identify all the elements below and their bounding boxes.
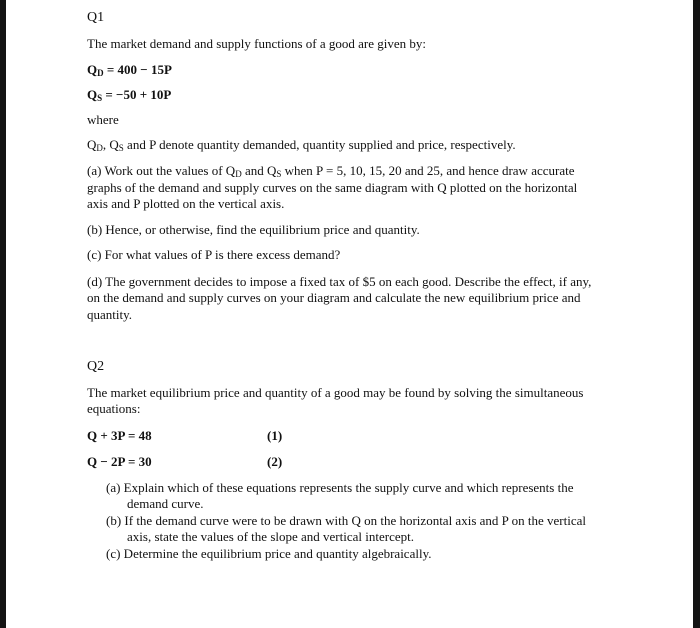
q2-equation-2: Q − 2P = 30 <box>87 454 152 469</box>
q2-heading: Q2 <box>87 359 105 374</box>
part-a-sub-s: S <box>276 169 282 179</box>
def-rest: and P denote quantity demanded, quantity supplied and price, respectively. <box>123 137 516 152</box>
q2-part-b-line2: axis, state the values of the slope and vertical intercept. <box>127 529 414 544</box>
demand-subscript: D <box>97 68 104 78</box>
demand-q-symbol: Q <box>87 62 98 77</box>
q1-part-a-line1 <box>87 163 575 179</box>
supply-rhs: = −50 + 10P <box>102 87 172 102</box>
q1-heading: Q1 <box>87 10 105 25</box>
q2-part-b-line1: (b) If the demand curve were to be drawn with Q on the horizontal axis and P on the vertical <box>106 513 586 528</box>
q2-intro-line1: The market equilibrium price and quantity of a good may be found by solving the simultaneous <box>87 385 584 400</box>
supply-q-symbol: Q <box>87 87 98 102</box>
q1-supply-equation <box>87 87 171 103</box>
q2-part-c: (c) Determine the equilibrium price and quantity algebraically. <box>106 546 432 561</box>
q1-definitions <box>87 137 516 153</box>
supply-subscript: S <box>97 93 103 103</box>
q1-where: where <box>87 112 119 127</box>
left-page-border <box>0 0 6 628</box>
q2-part-a-line2: demand curve. <box>127 496 204 511</box>
q1-part-a-line3: axis and P plotted on the vertical axis. <box>87 196 285 211</box>
part-a-post: when P = 5, 10, 15, 20 and 25, and hence draw accurate <box>281 163 575 178</box>
q1-part-a-line2: graphs of the demand and supply curves on the same diagram with Q plotted on the horizontal <box>87 180 578 195</box>
q1-intro: The market demand and supply functions of a good are given by: <box>87 36 426 51</box>
def-sub-d: D <box>96 143 103 153</box>
q2-equation-1-number: (1) <box>267 428 283 443</box>
q2-part-a-line1: (a) Explain which of these equations represents the supply curve and which represents the <box>106 480 574 495</box>
q1-part-b: (b) Hence, or otherwise, find the equilibrium price and quantity. <box>87 222 420 237</box>
part-a-qd: Q <box>225 163 236 178</box>
q2-equation-2-number: (2) <box>267 454 283 469</box>
def-sub-s: S <box>118 143 124 153</box>
q2-intro-line2: equations: <box>87 401 141 416</box>
def-q-supply: Q <box>109 137 119 152</box>
def-q-demand: Q <box>87 137 97 152</box>
part-a-pre: (a) Work out the values of <box>87 163 226 178</box>
q2-equation-1: Q + 3P = 48 <box>87 428 152 443</box>
q1-demand-equation <box>87 62 172 78</box>
demand-rhs: = 400 − 15P <box>103 62 172 77</box>
right-page-border <box>693 0 700 628</box>
part-a-mid: and <box>241 163 267 178</box>
q1-part-d-line3: quantity. <box>87 307 133 322</box>
q1-part-c: (c) For what values of P is there excess demand? <box>87 247 341 262</box>
q1-part-d-line2: on the demand and supply curves on your diagram and calculate the new equilibrium price and <box>87 290 581 305</box>
q1-part-d-line1: (d) The government decides to impose a fixed tax of $5 on each good. Describe the effect, if any, <box>87 274 592 289</box>
part-a-qs: Q <box>266 163 277 178</box>
part-a-sub-d: D <box>235 169 242 179</box>
def-sep: , <box>102 137 110 152</box>
